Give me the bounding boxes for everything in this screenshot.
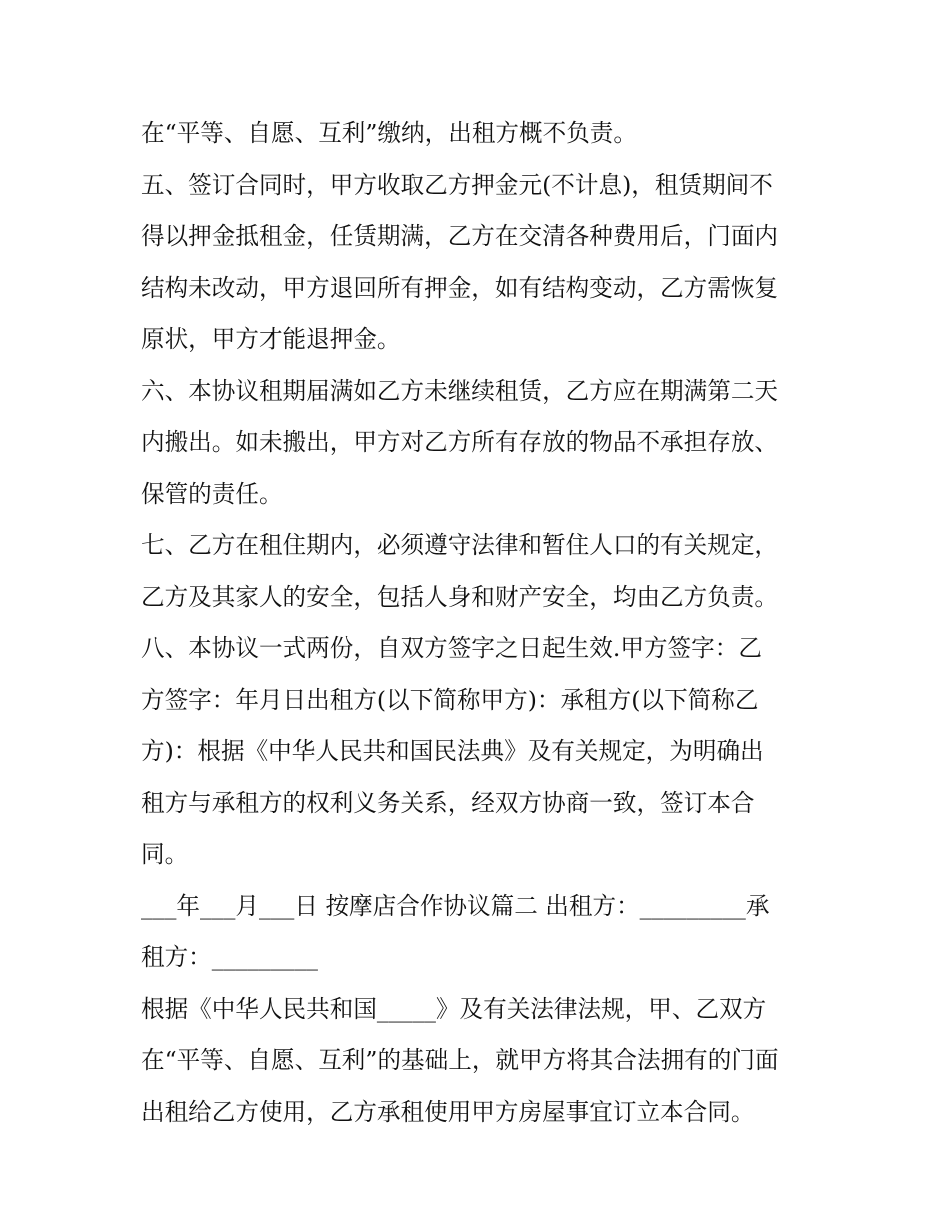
text-line: 租方与承租方的权利义务关系，经双方协商一致，签订本合 — [141, 788, 755, 817]
text-line: 出租给乙方使用，乙方承租使用甲方房屋事宜订立本合同。 — [141, 1097, 755, 1126]
text-line: 保管的责任。 — [141, 479, 283, 508]
text-line: 内搬出。如未搬出，甲方对乙方所有存放的物品不承担存放、 — [141, 428, 779, 456]
text-line: 七、乙方在租住期内，必须遵守法律和暂住人口的有关规定， — [141, 531, 779, 559]
text-line: 在“平等、自愿、互利”的基础上，就甲方将其合法拥有的门面 — [141, 1046, 779, 1074]
text-line: 方)：根据《中华人民共和国民法典》及有关规定，为明确出 — [141, 737, 764, 765]
text-line: 原状，甲方才能退押金。 — [141, 325, 401, 353]
text-line: 得以押金抵租金，任赁期满，乙方在交清各种费用后，门面内 — [141, 222, 779, 250]
text-line: 根据《中华人民共和国_____》及有关法律法规，甲、乙双方 — [141, 994, 767, 1023]
text-line: 乙方及其家人的安全，包括人身和财产安全，均由乙方负责。 — [141, 582, 779, 611]
text-line: 方签字：年月日出租方(以下简称甲方)：承租方(以下简称乙 — [141, 685, 759, 714]
text-line: ___年___月___日 按摩店合作协议篇二 出租方：_________承 — [141, 891, 770, 920]
text-line: 结构未改动，甲方退回所有押金，如有结构变动，乙方需恢复 — [141, 273, 779, 302]
text-line: 五、签订合同时，甲方收取乙方押金元(不计息)，租赁期间不 — [141, 170, 773, 199]
document-body — [141, 108, 821, 1138]
text-line: 租方：_________ — [141, 943, 318, 971]
text-line: 六、本协议租期届满如乙方未继续租赁，乙方应在期满第二天 — [141, 376, 779, 405]
text-line: 同。 — [141, 840, 189, 868]
text-line: 在“平等、自愿、互利”缴纳，出租方概不负责。 — [141, 119, 637, 147]
text-line: 八、本协议一式两份，自双方签字之日起生效.甲方签字：乙 — [141, 634, 762, 662]
